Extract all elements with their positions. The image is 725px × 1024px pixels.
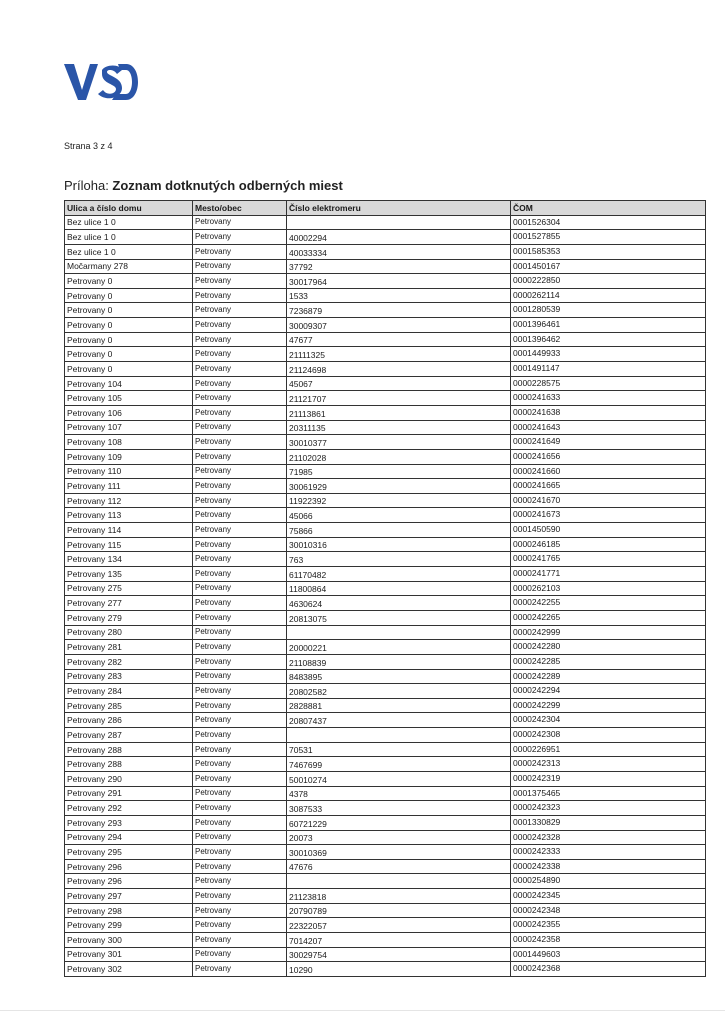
com-cell: 0000228575 (511, 376, 706, 391)
com-cell: 0000241670 (511, 493, 706, 508)
table-row (65, 259, 706, 274)
table-header-row (65, 201, 706, 216)
address-cell: Petrovany 292 (65, 801, 193, 816)
address-cell: Petrovany 280 (65, 625, 193, 640)
com-cell: 0001280539 (511, 303, 706, 318)
meter-number-cell: 30017964 (287, 274, 511, 289)
com-cell: 0000242304 (511, 713, 706, 728)
table-row (65, 274, 706, 289)
table-row (65, 771, 706, 786)
meter-number-cell: 47677 (287, 332, 511, 347)
town-cell: Petrovany (193, 962, 287, 977)
address-cell: Petrovany 283 (65, 669, 193, 684)
table-row (65, 332, 706, 347)
town-cell: Petrovany (193, 288, 287, 303)
table-row (65, 288, 706, 303)
address-cell: Petrovany 0 (65, 274, 193, 289)
table-row (65, 889, 706, 904)
heading-title: Zoznam dotknutých odberných miest (112, 178, 343, 193)
meter-number-cell: 11922392 (287, 493, 511, 508)
address-cell: Petrovany 298 (65, 903, 193, 918)
address-cell: Petrovany 300 (65, 933, 193, 948)
table-row (65, 405, 706, 420)
table-row (65, 537, 706, 552)
table-row (65, 508, 706, 523)
com-cell: 0001450590 (511, 523, 706, 538)
meter-number-cell: 20311135 (287, 420, 511, 435)
column-header-com: ČOM (511, 201, 706, 216)
address-cell: Petrovany 134 (65, 552, 193, 567)
table-row (65, 523, 706, 538)
meter-number-cell: 21124698 (287, 362, 511, 377)
com-cell: 0000262103 (511, 581, 706, 596)
address-cell: Petrovany 109 (65, 449, 193, 464)
meter-number-cell (287, 215, 511, 230)
affected-points-table (64, 200, 705, 977)
meter-number-cell: 7467699 (287, 757, 511, 772)
com-cell: 0000242313 (511, 757, 706, 772)
town-cell: Petrovany (193, 508, 287, 523)
com-cell: 0000241649 (511, 435, 706, 450)
meter-number-cell: 30009307 (287, 318, 511, 333)
meter-number-cell: 7236879 (287, 303, 511, 318)
town-cell: Petrovany (193, 786, 287, 801)
address-cell: Petrovany 297 (65, 889, 193, 904)
address-cell: Petrovany 288 (65, 742, 193, 757)
meter-number-cell: 21102028 (287, 449, 511, 464)
table-row (65, 464, 706, 479)
table-row (65, 552, 706, 567)
table-row (65, 479, 706, 494)
table-row (65, 830, 706, 845)
address-cell: Petrovany 111 (65, 479, 193, 494)
com-cell: 0000241673 (511, 508, 706, 523)
meter-number-cell: 45067 (287, 376, 511, 391)
meter-number-cell: 50010274 (287, 771, 511, 786)
meter-number-cell: 3087533 (287, 801, 511, 816)
com-cell: 0000242299 (511, 698, 706, 713)
town-cell: Petrovany (193, 244, 287, 259)
address-cell: Petrovany 291 (65, 786, 193, 801)
town-cell: Petrovany (193, 771, 287, 786)
meter-number-cell: 20807437 (287, 713, 511, 728)
meter-number-cell: 21121707 (287, 391, 511, 406)
meter-number-cell (287, 874, 511, 889)
address-cell: Močarmany 278 (65, 259, 193, 274)
com-cell: 0001585353 (511, 244, 706, 259)
com-cell: 0000242368 (511, 962, 706, 977)
com-cell: 0000246185 (511, 537, 706, 552)
meter-number-cell: 70531 (287, 742, 511, 757)
com-cell: 0001526304 (511, 215, 706, 230)
town-cell: Petrovany (193, 742, 287, 757)
town-cell: Petrovany (193, 303, 287, 318)
table-row (65, 654, 706, 669)
meter-number-cell: 37792 (287, 259, 511, 274)
town-cell: Petrovany (193, 801, 287, 816)
address-cell: Petrovany 301 (65, 947, 193, 962)
town-cell: Petrovany (193, 347, 287, 362)
address-cell: Petrovany 296 (65, 859, 193, 874)
town-cell: Petrovany (193, 581, 287, 596)
meter-number-cell: 21108839 (287, 654, 511, 669)
com-cell: 0000242265 (511, 610, 706, 625)
address-cell: Petrovany 113 (65, 508, 193, 523)
address-cell: Petrovany 105 (65, 391, 193, 406)
com-cell: 0000242255 (511, 596, 706, 611)
com-cell: 0000241656 (511, 449, 706, 464)
meter-number-cell: 20813075 (287, 610, 511, 625)
com-cell: 0000242358 (511, 933, 706, 948)
address-cell: Petrovany 287 (65, 728, 193, 743)
table-row (65, 318, 706, 333)
town-cell: Petrovany (193, 230, 287, 245)
table-row (65, 640, 706, 655)
meter-number-cell: 2828881 (287, 698, 511, 713)
table-row (65, 449, 706, 464)
table-row (65, 713, 706, 728)
com-cell: 0000242338 (511, 859, 706, 874)
com-cell: 0001396462 (511, 332, 706, 347)
town-cell: Petrovany (193, 669, 287, 684)
address-cell: Petrovany 285 (65, 698, 193, 713)
town-cell: Petrovany (193, 435, 287, 450)
town-cell: Petrovany (193, 918, 287, 933)
meter-number-cell: 21113861 (287, 405, 511, 420)
town-cell: Petrovany (193, 889, 287, 904)
column-header-town: Mesto/obec (193, 201, 287, 216)
address-cell: Petrovany 275 (65, 581, 193, 596)
town-cell: Petrovany (193, 596, 287, 611)
address-cell: Petrovany 0 (65, 347, 193, 362)
address-cell: Petrovany 294 (65, 830, 193, 845)
page-bottom-edge (0, 1010, 725, 1011)
meter-number-cell: 61170482 (287, 567, 511, 582)
town-cell: Petrovany (193, 537, 287, 552)
town-cell: Petrovany (193, 274, 287, 289)
com-cell: 0000242280 (511, 640, 706, 655)
table-row (65, 420, 706, 435)
address-cell: Petrovany 107 (65, 420, 193, 435)
table-row (65, 728, 706, 743)
address-cell: Petrovany 282 (65, 654, 193, 669)
com-cell: 0000254890 (511, 874, 706, 889)
com-cell: 0000242355 (511, 918, 706, 933)
meter-number-cell: 30010369 (287, 845, 511, 860)
address-cell: Bez ulice 1 0 (65, 244, 193, 259)
table-row (65, 845, 706, 860)
meter-number-cell: 30010316 (287, 537, 511, 552)
address-cell: Petrovany 286 (65, 713, 193, 728)
town-cell: Petrovany (193, 640, 287, 655)
table-row (65, 786, 706, 801)
address-cell: Petrovany 110 (65, 464, 193, 479)
com-cell: 0000242319 (511, 771, 706, 786)
table-row (65, 962, 706, 977)
meter-number-cell: 45066 (287, 508, 511, 523)
address-cell: Petrovany 0 (65, 362, 193, 377)
com-cell: 0000241643 (511, 420, 706, 435)
table-row (65, 596, 706, 611)
town-cell: Petrovany (193, 420, 287, 435)
table-row (65, 244, 706, 259)
table-row (65, 625, 706, 640)
town-cell: Petrovany (193, 493, 287, 508)
meter-number-cell: 4378 (287, 786, 511, 801)
com-cell: 0001449933 (511, 347, 706, 362)
com-cell: 0000241765 (511, 552, 706, 567)
address-cell: Petrovany 108 (65, 435, 193, 450)
address-cell: Petrovany 293 (65, 815, 193, 830)
vsd-logo (62, 60, 142, 106)
town-cell: Petrovany (193, 874, 287, 889)
com-cell: 0000242333 (511, 845, 706, 860)
table-row (65, 815, 706, 830)
com-cell: 0000242345 (511, 889, 706, 904)
table-row (65, 698, 706, 713)
town-cell: Petrovany (193, 713, 287, 728)
com-cell: 0001330829 (511, 815, 706, 830)
address-cell: Petrovany 135 (65, 567, 193, 582)
table-row (65, 903, 706, 918)
table-row (65, 391, 706, 406)
town-cell: Petrovany (193, 625, 287, 640)
com-cell: 0000226951 (511, 742, 706, 757)
town-cell: Petrovany (193, 405, 287, 420)
address-cell: Petrovany 0 (65, 332, 193, 347)
table-row (65, 610, 706, 625)
table-row (65, 757, 706, 772)
town-cell: Petrovany (193, 259, 287, 274)
com-cell: 0000241660 (511, 464, 706, 479)
meter-number-cell: 30061929 (287, 479, 511, 494)
address-cell: Petrovany 0 (65, 288, 193, 303)
com-cell: 0000242328 (511, 830, 706, 845)
address-cell: Petrovany 112 (65, 493, 193, 508)
address-cell: Petrovany 288 (65, 757, 193, 772)
town-cell: Petrovany (193, 757, 287, 772)
town-cell: Petrovany (193, 698, 287, 713)
meter-number-cell: 10290 (287, 962, 511, 977)
page-heading (64, 178, 343, 193)
page-number-label: Strana 3 z 4 (64, 141, 113, 151)
address-cell: Petrovany 295 (65, 845, 193, 860)
address-cell: Petrovany 279 (65, 610, 193, 625)
address-cell: Petrovany 281 (65, 640, 193, 655)
address-cell: Petrovany 106 (65, 405, 193, 420)
town-cell: Petrovany (193, 318, 287, 333)
table-row (65, 347, 706, 362)
address-cell: Petrovany 0 (65, 303, 193, 318)
table-row (65, 215, 706, 230)
town-cell: Petrovany (193, 845, 287, 860)
town-cell: Petrovany (193, 933, 287, 948)
town-cell: Petrovany (193, 684, 287, 699)
meter-number-cell: 30010377 (287, 435, 511, 450)
com-cell: 0000241633 (511, 391, 706, 406)
com-cell: 0000242999 (511, 625, 706, 640)
table-row (65, 918, 706, 933)
com-cell: 0001450167 (511, 259, 706, 274)
town-cell: Petrovany (193, 449, 287, 464)
meter-number-cell: 21111325 (287, 347, 511, 362)
table-row (65, 874, 706, 889)
com-cell: 0000242323 (511, 801, 706, 816)
meter-number-cell (287, 625, 511, 640)
meter-number-cell: 8483895 (287, 669, 511, 684)
town-cell: Petrovany (193, 859, 287, 874)
town-cell: Petrovany (193, 464, 287, 479)
address-cell: Petrovany 290 (65, 771, 193, 786)
town-cell: Petrovany (193, 376, 287, 391)
com-cell: 0000262114 (511, 288, 706, 303)
com-cell: 0000241665 (511, 479, 706, 494)
column-header-address: Ulica a číslo domu (65, 201, 193, 216)
table-row (65, 947, 706, 962)
meter-number-cell: 11800864 (287, 581, 511, 596)
meter-number-cell: 71985 (287, 464, 511, 479)
table-row (65, 493, 706, 508)
meter-number-cell: 30029754 (287, 947, 511, 962)
table-row (65, 230, 706, 245)
town-cell: Petrovany (193, 479, 287, 494)
meter-number-cell: 21123818 (287, 889, 511, 904)
town-cell: Petrovany (193, 947, 287, 962)
table-row (65, 684, 706, 699)
table-row (65, 933, 706, 948)
meter-number-cell: 20000221 (287, 640, 511, 655)
table-row (65, 669, 706, 684)
address-cell: Petrovany 0 (65, 318, 193, 333)
table-row (65, 581, 706, 596)
meter-number-cell: 40033334 (287, 244, 511, 259)
table-row (65, 435, 706, 450)
com-cell: 0000242308 (511, 728, 706, 743)
town-cell: Petrovany (193, 567, 287, 582)
column-header-meter-number: Číslo elektromeru (287, 201, 511, 216)
com-cell: 0001375465 (511, 786, 706, 801)
meter-number-cell: 763 (287, 552, 511, 567)
meter-number-cell: 22322057 (287, 918, 511, 933)
address-cell: Petrovany 296 (65, 874, 193, 889)
com-cell: 0000242348 (511, 903, 706, 918)
address-cell: Petrovany 284 (65, 684, 193, 699)
town-cell: Petrovany (193, 830, 287, 845)
town-cell: Petrovany (193, 391, 287, 406)
meter-number-cell: 60721229 (287, 815, 511, 830)
com-cell: 0000241771 (511, 567, 706, 582)
meter-number-cell: 7014207 (287, 933, 511, 948)
table-row (65, 362, 706, 377)
address-cell: Petrovany 115 (65, 537, 193, 552)
address-cell: Petrovany 277 (65, 596, 193, 611)
meter-number-cell: 1533 (287, 288, 511, 303)
com-cell: 0001491147 (511, 362, 706, 377)
town-cell: Petrovany (193, 815, 287, 830)
address-cell: Bez ulice 1 0 (65, 215, 193, 230)
town-cell: Petrovany (193, 610, 287, 625)
town-cell: Petrovany (193, 654, 287, 669)
table-row (65, 859, 706, 874)
table-row (65, 376, 706, 391)
heading-prefix: Príloha: (64, 178, 113, 193)
town-cell: Petrovany (193, 332, 287, 347)
com-cell: 0000222850 (511, 274, 706, 289)
address-cell: Petrovany 114 (65, 523, 193, 538)
meter-number-cell: 75866 (287, 523, 511, 538)
town-cell: Petrovany (193, 362, 287, 377)
table-row (65, 567, 706, 582)
town-cell: Petrovany (193, 728, 287, 743)
com-cell: 0001396461 (511, 318, 706, 333)
address-cell: Petrovany 299 (65, 918, 193, 933)
meter-number-cell (287, 728, 511, 743)
com-cell: 0001449603 (511, 947, 706, 962)
meter-number-cell: 4630624 (287, 596, 511, 611)
meter-number-cell: 20073 (287, 830, 511, 845)
meter-number-cell: 20790789 (287, 903, 511, 918)
town-cell: Petrovany (193, 215, 287, 230)
address-cell: Bez ulice 1 0 (65, 230, 193, 245)
com-cell: 0001527855 (511, 230, 706, 245)
town-cell: Petrovany (193, 903, 287, 918)
com-cell: 0000242294 (511, 684, 706, 699)
address-cell: Petrovany 104 (65, 376, 193, 391)
meter-number-cell: 40002294 (287, 230, 511, 245)
table-row (65, 742, 706, 757)
com-cell: 0000242285 (511, 654, 706, 669)
meter-number-cell: 47676 (287, 859, 511, 874)
meter-number-cell: 20802582 (287, 684, 511, 699)
town-cell: Petrovany (193, 523, 287, 538)
table-row (65, 801, 706, 816)
com-cell: 0000242289 (511, 669, 706, 684)
address-cell: Petrovany 302 (65, 962, 193, 977)
com-cell: 0000241638 (511, 405, 706, 420)
table-row (65, 303, 706, 318)
town-cell: Petrovany (193, 552, 287, 567)
table-body (65, 215, 706, 976)
